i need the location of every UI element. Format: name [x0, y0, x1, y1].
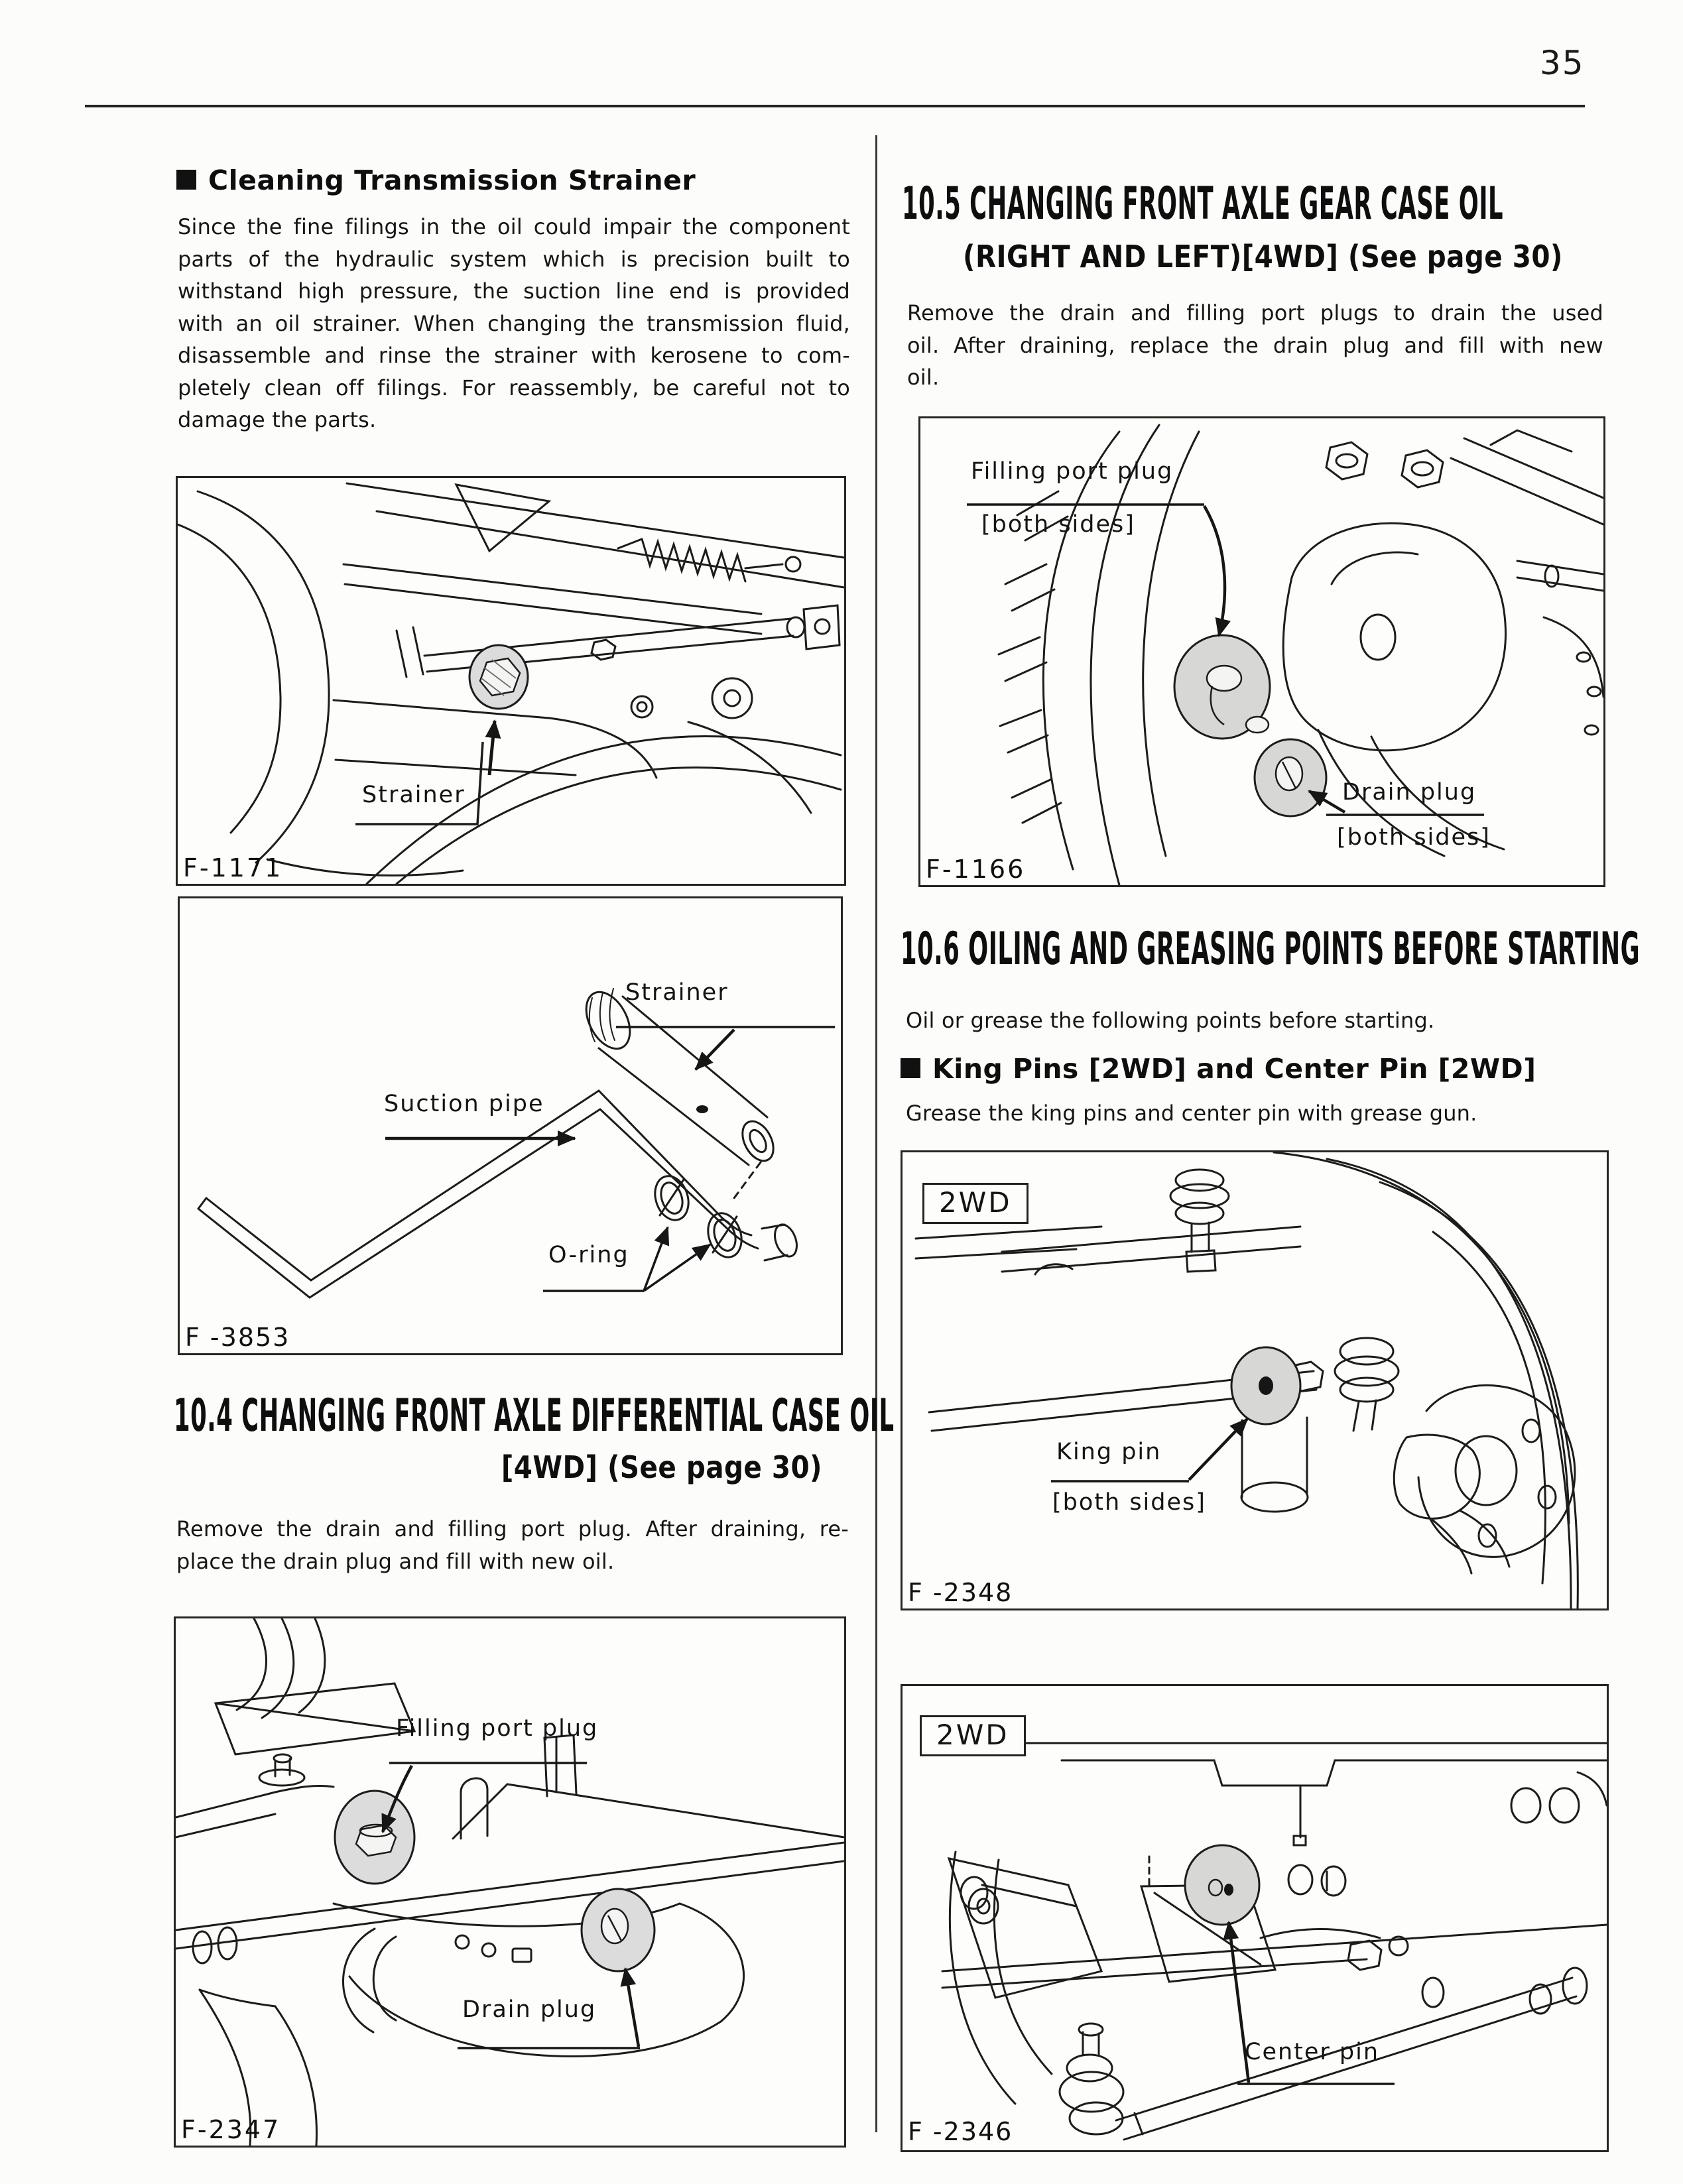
text-line: Remove the drain and filling port plugs to drain the used	[907, 300, 1603, 326]
text-line: with an oil strainer. When changing the transmission fluid,	[178, 310, 850, 336]
figure-f1166	[918, 416, 1605, 887]
section-bullet-icon	[176, 170, 196, 190]
figure-f1171-drawing	[178, 478, 844, 884]
figure-code-f1166: F-1166	[926, 855, 1026, 884]
paragraph-10-6-intro: Oil or grease the following points before starting.	[906, 1008, 1435, 1033]
paragraph-10-5	[907, 297, 1603, 394]
heading-10-4: 10.4 CHANGING FRONT AXLE DIFFERENTIAL CASE OIL	[174, 1390, 895, 1442]
label-filling-port-plug-f1166: Filling port plug	[971, 458, 1174, 485]
label-o-ring: O-ring	[548, 1242, 629, 1268]
figure-f2347-drawing	[176, 1618, 844, 2146]
heading-king-pins-label: King Pins [2WD] and Center Pin [2WD]	[932, 1053, 1536, 1085]
text-line: damage the parts.	[178, 407, 377, 432]
tag-2wd-f2348: 2WD	[922, 1183, 1028, 1224]
heading-10-6: 10.6 OILING AND GREASING POINTS BEFORE STARTING	[901, 923, 1641, 975]
section-bullet-icon	[901, 1058, 920, 1078]
column-divider	[875, 135, 877, 2132]
heading-king-pins	[901, 1053, 1536, 1085]
figure-code-f2347: F-2347	[181, 2115, 281, 2144]
paragraph-king-pins: Grease the king pins and center pin with grease gun.	[906, 1101, 1477, 1126]
subheading-10-5: (RIGHT AND LEFT)[4WD] (See page 30)	[963, 239, 1563, 274]
figure-f1171	[176, 476, 846, 886]
figure-code-f2346: F -2346	[908, 2117, 1013, 2146]
label-strainer-f3853: Strainer	[625, 979, 729, 1006]
text-line: withstand high pressure, the suction line end is provided	[178, 278, 850, 304]
text-line: parts of the hydraulic system which is precision built to	[178, 246, 850, 272]
figure-code-f3853: F -3853	[185, 1323, 290, 1352]
label-filling-both-sides: [both sides]	[981, 511, 1135, 538]
label-king-pin: King pin	[1056, 1439, 1162, 1465]
page-number: 35	[1540, 44, 1585, 82]
label-king-pin-both-sides: [both sides]	[1052, 1489, 1206, 1516]
paragraph-cleaning-strainer	[178, 211, 850, 436]
label-filling-port-plug-f2347: Filling port plug	[396, 1715, 599, 1742]
subheading-10-4: [4WD] (See page 30)	[501, 1449, 822, 1485]
figure-f2346	[901, 1684, 1609, 2152]
label-strainer-f1171: Strainer	[362, 782, 466, 808]
label-drain-both-sides: [both sides]	[1337, 824, 1491, 851]
label-suction-pipe: Suction pipe	[384, 1091, 544, 1117]
header-rule	[85, 105, 1585, 107]
text-line: place the drain plug and fill with new oil.	[176, 1548, 615, 1574]
paragraph-10-4	[176, 1513, 849, 1577]
figure-f1166-drawing	[920, 418, 1603, 885]
label-center-pin: Center pin	[1245, 2039, 1380, 2065]
text-line: Since the fine filings in the oil could impair the component	[178, 214, 850, 239]
figure-f3853-drawing	[180, 898, 841, 1353]
heading-cleaning-transmission-strainer	[176, 164, 696, 196]
text-line: oil. After draining, replace the drain plug and fill with new	[907, 332, 1603, 358]
figure-code-f2348: F -2348	[908, 1578, 1013, 1607]
label-drain-plug-f2347: Drain plug	[462, 1996, 597, 2023]
figure-f2347	[174, 1616, 846, 2148]
heading-cleaning-label: Cleaning Transmission Strainer	[208, 164, 696, 196]
heading-10-5: 10.5 CHANGING FRONT AXLE GEAR CASE OIL	[902, 178, 1504, 230]
text-line: pletely clean off filings. For reassembly, be careful not to	[178, 375, 850, 400]
text-line: disassemble and rinse the strainer with kerosene to com-	[178, 343, 850, 368]
text-line: oil.	[907, 365, 940, 390]
figure-f3853	[178, 896, 843, 1355]
text-line: Remove the drain and filling port plug. After draining, re-	[176, 1516, 849, 1542]
tag-2wd-f2346: 2WD	[920, 1715, 1026, 1756]
label-drain-plug-f1166: Drain plug	[1342, 779, 1477, 806]
figure-f2348	[901, 1150, 1609, 1610]
figure-code-f1171: F-1171	[183, 853, 283, 882]
